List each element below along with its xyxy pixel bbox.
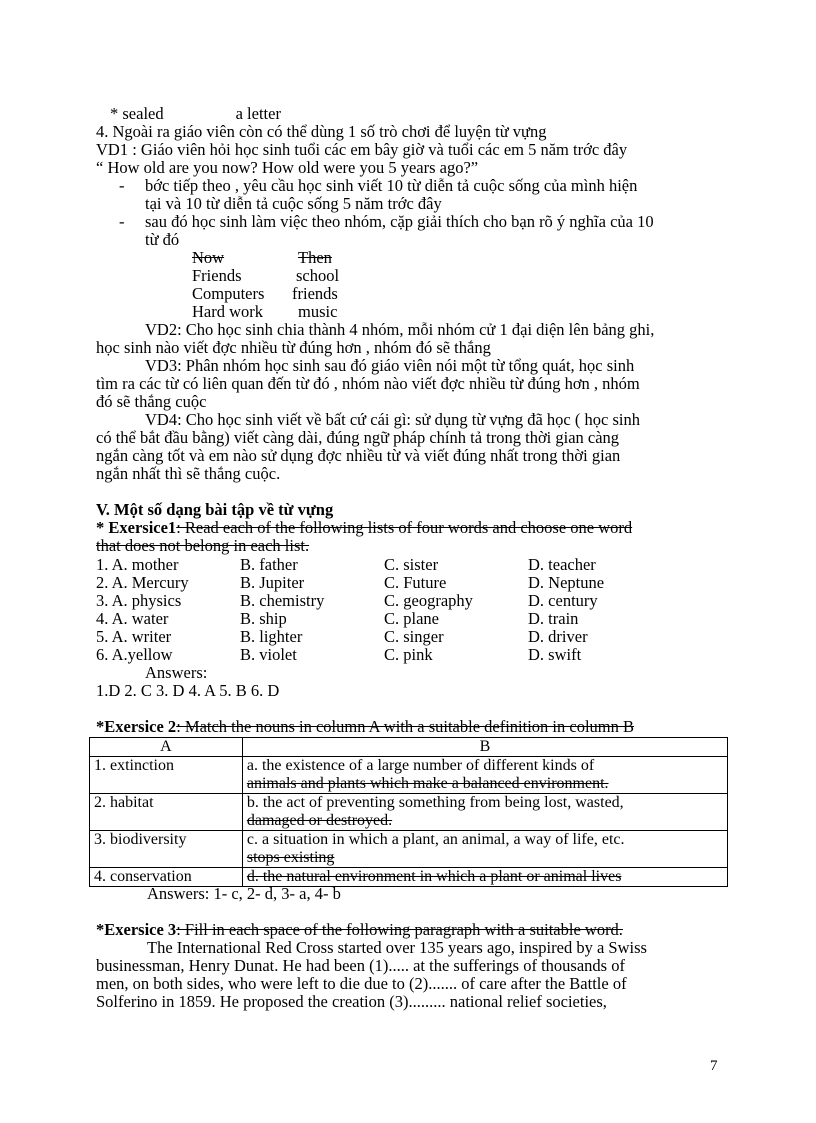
- ex1-option: 5. A. writer: [96, 627, 172, 646]
- definition-cell: a. the existence of a large number of different kinds of animals and plants which make a balanced environment.: [242, 757, 727, 794]
- ex1-option: 6. A.yellow: [96, 645, 173, 664]
- ex1-answers: 1.D 2. C 3. D 4. A 5. B 6. D: [96, 681, 280, 700]
- bullet-dash: -: [119, 212, 125, 231]
- ex1-option: 3. A. physics: [96, 591, 182, 610]
- ex1-option: C. singer: [384, 627, 444, 646]
- bullet-1-line-1: bớc tiếp theo , yêu cầu học sinh viết 10 từ diễn tả cuộc sống của mình hiện: [145, 176, 638, 195]
- now-item: Computers: [192, 284, 265, 303]
- ex1-option: C. geography: [384, 591, 473, 610]
- bullet-1-line-2: tại và 10 từ diễn tả cuộc sống 5 năm trớc đây: [145, 194, 442, 213]
- ex1-option: B. chemistry: [240, 591, 325, 610]
- exercise-2-title: *Exersice 2: Match the nouns in column A with a suitable definition in column B: [96, 717, 635, 736]
- column-a-header: A: [90, 738, 243, 757]
- definition-cell: c. a situation in which a plant, an animal, a way of life, etc. stops existing: [242, 831, 727, 868]
- paragraph-line: businessman, Henry Dunat. He had been (1)..... at the sufferings of thousands of: [96, 956, 625, 975]
- vd4-line-2: có thể bắt đầu bằng) viết càng dài, đúng ngữ pháp chính tả trong thời gian càng: [96, 428, 620, 447]
- ex2-answers: Answers: 1- c, 2- d, 3- a, 4- b: [147, 884, 341, 903]
- exercise-1-title-cont: that does not belong in each list.: [96, 536, 310, 555]
- sealed-line: * sealed a letter: [110, 104, 281, 123]
- then-item: school: [296, 266, 340, 285]
- ex1-option: D. Neptune: [528, 573, 605, 592]
- exercise-1-title: * Exersice1: Read each of the following lists of four words and choose one word: [96, 518, 633, 537]
- vd1-line-2: “ How old are you now? How old were you 5 years ago?”: [96, 158, 479, 177]
- ex1-option: D. train: [528, 609, 579, 628]
- vd4-line-1: VD4: Cho học sinh viết về bất cứ cái gì: sử dụng từ vựng đã học ( học sinh: [145, 410, 640, 429]
- ex1-option: C. pink: [384, 645, 433, 664]
- ex1-option: 1. A. mother: [96, 555, 179, 574]
- ex1-option: 4. A. water: [96, 609, 169, 628]
- then-header: Then: [298, 248, 332, 267]
- noun-cell: 2. habitat: [90, 794, 243, 831]
- vd4-line-4: ngắn nhất thì sẽ thắng cuộc.: [96, 464, 281, 483]
- column-b-header: B: [242, 738, 727, 757]
- ex1-option: 2. A. Mercury: [96, 573, 189, 592]
- ex1-option: D. century: [528, 591, 598, 610]
- paragraph-line: Solferino in 1859. He proposed the creation (3)......... national relief societies,: [96, 992, 607, 1011]
- vd2-line-2: học sinh nào viết đợc nhiều từ đúng hơn , nhóm đó sẽ thắng: [96, 338, 491, 357]
- noun-cell: 4. conservation: [90, 868, 243, 887]
- definition-cell: d. the natural environment in which a plant or animal lives: [242, 868, 727, 887]
- then-item: friends: [292, 284, 338, 303]
- vd2-line-1: VD2: Cho học sinh chia thành 4 nhóm, mỗi nhóm cử 1 đại diện lên bảng ghi,: [145, 320, 655, 339]
- ex1-option: B. lighter: [240, 627, 303, 646]
- table-row: [90, 831, 728, 868]
- then-item: music: [298, 302, 338, 321]
- ex1-option: B. violet: [240, 645, 297, 664]
- bullet-2-line-1: sau đó học sinh làm việc theo nhóm, cặp giải thích cho bạn rõ ý nghĩa của 10: [145, 212, 654, 231]
- noun-cell: 1. extinction: [90, 757, 243, 794]
- ex1-option: D. driver: [528, 627, 588, 646]
- page-number: 7: [710, 1058, 718, 1074]
- section-heading: V. Một số dạng bài tập về từ vựng: [96, 500, 334, 519]
- ex1-option: B. father: [240, 555, 298, 574]
- vd3-line-1: VD3: Phân nhóm học sinh sau đó giáo viên nói một từ tổng quát, học sinh: [145, 356, 635, 375]
- vd4-line-3: ngắn càng tốt và em nào sử dụng đợc nhiều từ và viết đúng nhất trong thời gian: [96, 446, 621, 465]
- ex1-option: B. ship: [240, 609, 287, 628]
- noun-cell: 3. biodiversity: [90, 831, 243, 868]
- ex1-option: B. Jupiter: [240, 573, 305, 592]
- ex1-option: C. sister: [384, 555, 439, 574]
- point-4: 4. Ngoài ra giáo viên còn có thể dùng 1 số trò chơi để luyện từ vựng: [96, 122, 547, 141]
- vd3-line-2: tìm ra các từ có liên quan đến từ đó , nhóm nào viết đợc nhiều từ đúng hơn , nhóm: [96, 374, 640, 393]
- now-item: Friends: [192, 266, 242, 285]
- exercise-3-title: *Exersice 3: Fill in each space of the following paragraph with a suitable word.: [96, 920, 623, 939]
- definition-cell: b. the act of preventing something from being lost, wasted, damaged or destroyed.: [242, 794, 727, 831]
- ex1-option: C. plane: [384, 609, 439, 628]
- ex1-option: D. teacher: [528, 555, 596, 574]
- ex1-option: C. Future: [384, 573, 447, 592]
- table-row: [90, 757, 728, 794]
- vd3-line-3: đó sẽ thắng cuộc: [96, 392, 207, 411]
- now-header: Now: [192, 248, 225, 267]
- now-item: Hard work: [192, 302, 264, 321]
- ex1-option: D. swift: [528, 645, 582, 664]
- bullet-dash: -: [119, 176, 125, 195]
- paragraph-line: The International Red Cross started over 135 years ago, inspired by a Swiss: [147, 938, 647, 957]
- ex1-answers-label: Answers:: [145, 663, 208, 682]
- vd1-line-1: VD1 : Giáo viên hỏi học sinh tuổi các em bây giờ và tuổi các em 5 năm trớc đây: [96, 140, 628, 159]
- bullet-2-line-2: từ đó: [145, 230, 180, 249]
- table-row: [90, 794, 728, 831]
- matching-table: [89, 737, 728, 887]
- paragraph-line: men, on both sides, who were left to die due to (2)....... of care after the Battle of: [96, 974, 627, 993]
